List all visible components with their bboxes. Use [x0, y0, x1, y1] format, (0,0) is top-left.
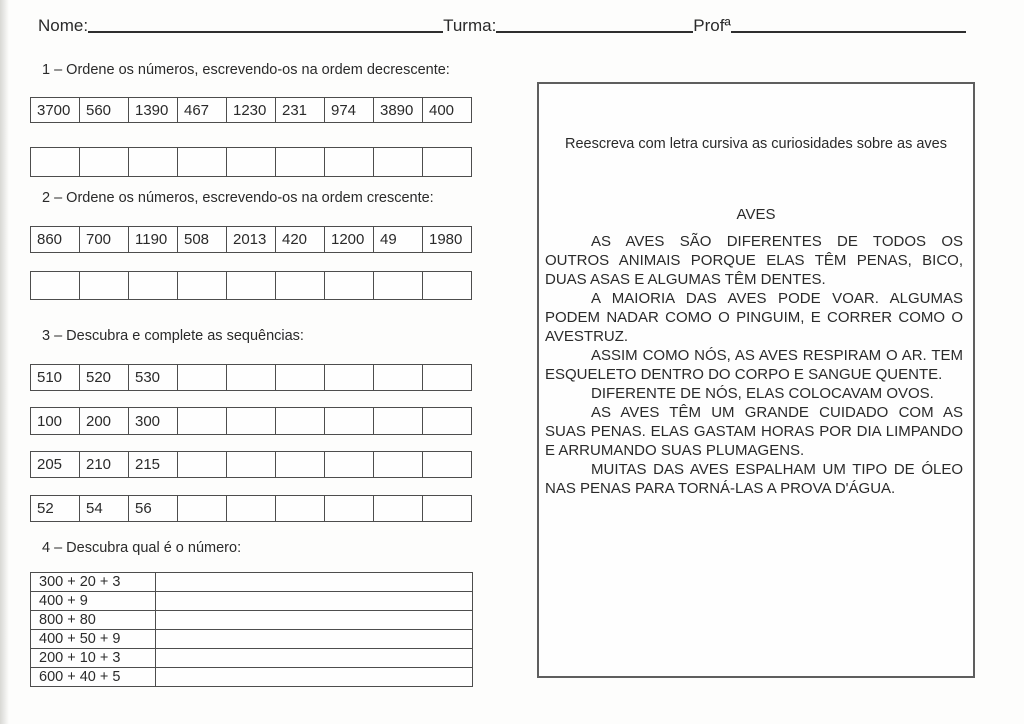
name-blank-line [88, 17, 443, 33]
exercise-3-title: 3 – Descubra e complete as sequências: [42, 328, 304, 344]
number-cell: 467 [177, 98, 226, 122]
answer-cell [226, 496, 275, 521]
turma-label: Turma: [443, 16, 497, 35]
reading-body [545, 232, 963, 498]
answer-cell [156, 592, 472, 610]
exercise-4-table [30, 572, 473, 687]
expression-cell: 300 + 20 + 3 [31, 573, 156, 591]
answer-cell [226, 148, 275, 176]
number-cell: 974 [324, 98, 373, 122]
answer-cell [226, 452, 275, 477]
answer-cell [275, 452, 324, 477]
answer-cell [177, 365, 226, 390]
answer-cell [156, 630, 472, 648]
number-cell: 510 [37, 369, 63, 386]
answer-cell [128, 148, 177, 176]
expression-cell: 400 + 50 + 9 [31, 630, 156, 648]
exercise-2-title: 2 – Ordene os números, escrevendo-os na ordem crescente: [42, 190, 434, 206]
answer-cell [226, 365, 275, 390]
number-cell: 3700 [37, 101, 71, 119]
answer-cell [275, 496, 324, 521]
exercise-2-answer-row [30, 271, 472, 300]
turma-blank-line [496, 17, 693, 33]
expression-cell: 400 + 9 [31, 592, 156, 610]
answer-cell [324, 452, 373, 477]
reading-paragraph: ASSIM COMO NÓS, AS AVES RESPIRAM O AR. TEM ESQUELETO DENTRO DO CORPO E SANGUE QUENTE. [545, 347, 963, 383]
answer-cell [275, 408, 324, 434]
number-cell: 210 [79, 452, 128, 477]
expression-row [31, 573, 472, 591]
number-cell: 560 [79, 98, 128, 122]
sequence-row [30, 495, 472, 522]
number-cell: 300 [128, 408, 177, 434]
reading-paragraph: A MAIORIA DAS AVES PODE VOAR. ALGUMAS PODEM NADAR COMO O PINGUIM, E CORRER COMO O AVESTRUZ. [545, 290, 963, 345]
expression-row [31, 648, 472, 667]
number-cell: 49 [373, 227, 422, 252]
number-cell: 100 [37, 412, 63, 430]
reading-panel [537, 82, 975, 678]
number-cell: 1980 [422, 227, 471, 252]
answer-cell [128, 272, 177, 299]
number-cell: 420 [275, 227, 324, 252]
reading-paragraph: AS AVES TÊM UM GRANDE CUIDADO COM AS SUAS PENAS. ELAS GASTAM HORAS POR DIA LIMPANDO E ARRUMANDO SUAS PLUMAGENS. [545, 404, 963, 459]
sequence-row [30, 364, 472, 391]
expression-cell: 200 + 10 + 3 [31, 649, 156, 667]
number-cell: 700 [79, 227, 128, 252]
number-cell: 1200 [324, 227, 373, 252]
answer-cell [422, 496, 471, 521]
answer-cell [373, 148, 422, 176]
answer-cell [79, 272, 128, 299]
number-cell: 1390 [128, 98, 177, 122]
number-cell: 231 [275, 98, 324, 122]
answer-cell [177, 408, 226, 434]
reading-title: AVES [736, 206, 776, 223]
answer-cell [156, 573, 472, 591]
reading-paragraph: AS AVES SÃO DIFERENTES DE TODOS OS OUTROS ANIMAIS PORQUE ELAS TÊM PENAS, BICO, DUAS ASAS E ALGUMAS TÊM DENTES. [545, 233, 963, 288]
header [38, 16, 974, 36]
expression-cell: 600 + 40 + 5 [31, 668, 156, 686]
answer-cell [373, 365, 422, 390]
answer-cell [324, 272, 373, 299]
number-cell: 3890 [373, 98, 422, 122]
answer-cell [177, 148, 226, 176]
number-cell: 530 [128, 365, 177, 390]
number-cell: 860 [37, 231, 63, 248]
exercise-2-numbers-row [30, 226, 472, 253]
answer-cell [422, 148, 471, 176]
exercise-1-answer-row [30, 147, 472, 177]
number-cell: 2013 [226, 227, 275, 252]
answer-cell [275, 272, 324, 299]
answer-cell [422, 408, 471, 434]
answer-cell [422, 365, 471, 390]
exercise-1-numbers-row [30, 97, 472, 123]
prof-label: Profª [693, 16, 731, 35]
answer-cell [177, 452, 226, 477]
number-cell: 215 [128, 452, 177, 477]
answer-cell [156, 668, 472, 686]
answer-cell [373, 496, 422, 521]
answer-cell [177, 496, 226, 521]
answer-cell [324, 408, 373, 434]
answer-cell [373, 408, 422, 434]
number-cell: 520 [79, 365, 128, 390]
answer-cell [422, 452, 471, 477]
expression-row [31, 591, 472, 610]
number-cell: 1190 [128, 227, 177, 252]
answer-cell [226, 408, 275, 434]
answer-cell [324, 496, 373, 521]
number-cell: 205 [37, 456, 63, 473]
reading-paragraph: DIFERENTE DE NÓS, ELAS COLOCAVAM OVOS. [591, 385, 934, 402]
name-label: Nome: [38, 16, 89, 35]
number-cell: 400 [422, 98, 471, 122]
answer-cell [156, 611, 472, 629]
answer-cell [275, 365, 324, 390]
prof-blank-line [731, 17, 966, 33]
expression-cell: 800 + 80 [31, 611, 156, 629]
answer-cell [156, 649, 472, 667]
expression-row [31, 629, 472, 648]
answer-cell [275, 148, 324, 176]
answer-cell [177, 272, 226, 299]
answer-cell [324, 365, 373, 390]
answer-cell [324, 148, 373, 176]
answer-cell [31, 148, 79, 176]
sequence-row [30, 451, 472, 478]
number-cell: 1230 [226, 98, 275, 122]
number-cell: 56 [128, 496, 177, 521]
answer-cell [79, 148, 128, 176]
answer-cell [422, 272, 471, 299]
answer-cell [226, 272, 275, 299]
sequence-row [30, 407, 472, 435]
number-cell: 54 [79, 496, 128, 521]
reading-instruction: Reescreva com letra cursiva as curiosidades sobre as aves [565, 136, 947, 152]
number-cell: 508 [177, 227, 226, 252]
number-cell: 52 [37, 500, 54, 517]
expression-row [31, 610, 472, 629]
number-cell: 200 [79, 408, 128, 434]
answer-cell [373, 452, 422, 477]
answer-cell [373, 272, 422, 299]
reading-paragraph: MUITAS DAS AVES ESPALHAM UM TIPO DE ÓLEO NAS PENAS PARA TORNÁ-LAS A PROVA D'ÁGUA. [545, 461, 963, 497]
expression-row [31, 667, 472, 686]
exercise-1-title: 1 – Ordene os números, escrevendo-os na ordem decrescente: [42, 62, 450, 78]
exercise-4-title: 4 – Descubra qual é o número: [42, 540, 242, 556]
answer-cell [31, 272, 79, 299]
